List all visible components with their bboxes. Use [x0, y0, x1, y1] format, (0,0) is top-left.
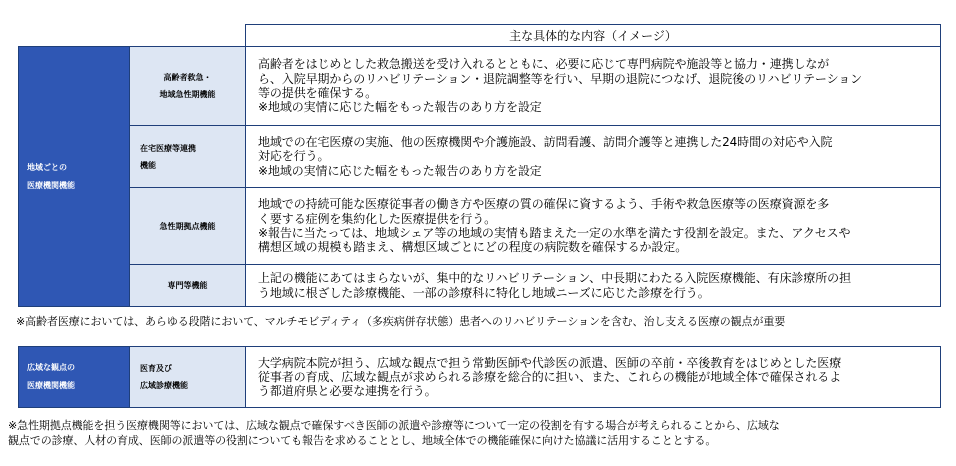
- description-line: 構想区域の規模も踏まえ、構想区域ごとにどの程度の病院数を確保するか設定。: [258, 240, 688, 255]
- description-line: 等の提供を確保する。: [258, 86, 378, 100]
- category-line: 地域ごとの: [27, 162, 67, 172]
- function-description: [246, 347, 941, 408]
- header-blank-cell: [19, 25, 246, 47]
- regional-category-cell: [19, 47, 130, 307]
- category-line: 医療機関機能: [27, 381, 75, 390]
- label-line: 地域急性期機能: [159, 90, 216, 99]
- function-label-education-wide-area: [130, 347, 246, 408]
- function-label-home-care: [130, 126, 246, 188]
- label-line: 広域診療機能: [140, 381, 188, 390]
- description-line: ※地域の実情に応じた幅をもった報告のあり方を設定: [258, 163, 542, 178]
- function-label-acute-hub: [130, 188, 246, 265]
- label-line: 在宅医療等連携: [140, 143, 196, 153]
- description-line: ※地域の実情に応じた幅をもった報告のあり方を設定: [258, 100, 542, 115]
- label-line: 機能: [140, 160, 156, 170]
- description-line: ※報告に当たっては、地域シェア等の地域の実情も踏まえた一定の水準を満たす役割を設定。また、アクセスや: [258, 226, 851, 240]
- function-description: [246, 188, 941, 265]
- description-line: 大学病院本院が担う、広域な観点で担う常勤医師や代診医の派遣、医師の卒前・卒後教育をはじめとした医療: [258, 355, 842, 370]
- function-description: [246, 47, 941, 126]
- description-line: 地域での持続可能な医療従事者の働き方や医療の質の確保に資するよう、手術や救急医療等の医療資源を多: [258, 197, 830, 212]
- label-line: 高齢者救急・: [163, 73, 212, 82]
- label-line: 医育及び: [140, 364, 172, 373]
- category-line: 広域な観点の: [27, 363, 75, 372]
- acute-hub-note: [8, 418, 780, 448]
- description-line: ら、入院早期からのリハビリテーション・退院調整等を行い、早期の退院につなげ、退院後のリハビリテーション: [258, 71, 863, 86]
- function-label-specialized: [130, 265, 246, 307]
- description-line: う都道府県と必要な連携を行う。: [258, 384, 437, 399]
- category-line: 医療機関機能: [27, 180, 75, 190]
- function-label-elderly-emergency: [130, 47, 246, 126]
- description-line: 地域での在宅医療の実施、他の医療機関や介護施設、訪問看護、訪問介護等と連携した24時間の対応や入院: [258, 135, 833, 150]
- function-description: [246, 126, 941, 188]
- regional-functions-table: [18, 24, 941, 307]
- wide-area-category-cell: [19, 347, 130, 408]
- note-line: 観点での診療、人材の育成、医師の派遣等の役割についても報告を求めることとし、地域全体での機能確保に向けた協議に活用することとする。: [8, 434, 717, 447]
- description-line: 従事者の育成、広域な観点が求められる診療を総合的に担い、また、これらの機能が地域全体で確保されるよ: [258, 369, 842, 384]
- description-line: 対応を行う。: [258, 149, 330, 164]
- content-header: 主な具体的な内容（イメージ）: [246, 25, 941, 47]
- description-line: 高齢者をはじめとした救急搬送を受け入れるとともに、必要に応じて専門病院や施設等と協力・連携しなが: [258, 57, 830, 72]
- elderly-care-note: ※高齢者医療においては、あらゆる段階において、マルチモビディティ（多疾病併存状態）患者へのリハビリテーションを含む、治し支える医療の観点が重要: [16, 315, 786, 328]
- function-description: [246, 265, 941, 307]
- description-line: う地域に根ざした診療機能、一部の診療科に特化し地域ニーズに応じた診療を行う。: [258, 285, 710, 300]
- description-line: く要する症例を集約化した医療提供を行う。: [258, 211, 497, 226]
- note-line: ※急性期拠点機能を担う医療機関等においては、広域な観点で確保すべき医師の派遣や診療等について一定の役割を有する場合が考えられることから、広域な: [8, 419, 780, 432]
- label-line: 急性期拠点機能: [159, 221, 216, 231]
- description-line: 上記の機能にあてはまらないが、集中的なリハビリテーション、中長期にわたる入院医療機能、有床診療所の担: [258, 271, 851, 286]
- label-line: 専門等機能: [167, 281, 208, 290]
- wide-area-functions-table: [18, 346, 941, 408]
